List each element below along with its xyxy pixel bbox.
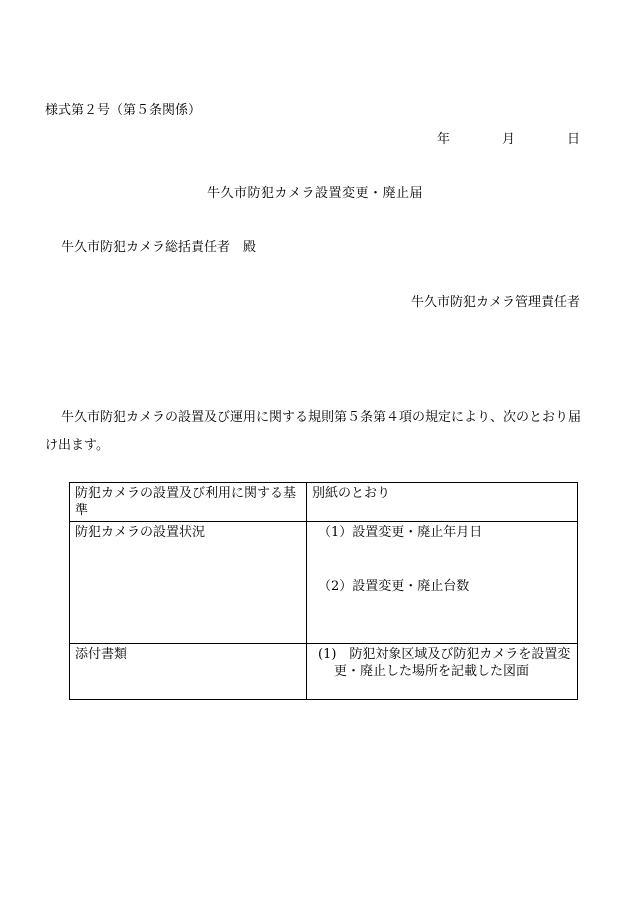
installation-status-value [307,522,578,644]
attachment-item: (1) 防犯対象区域及び防犯カメラを設置変更・廃止した場所を記載した図面 [318,647,571,679]
sender: 牛久市防犯カメラ管理責任者 [410,295,580,310]
document-title: 牛久市防犯カメラ設置変更・廃止届 [206,186,423,201]
form-number: 様式第２号（第５条関係） [45,103,202,118]
attachments-value [307,644,578,700]
body-text: 牛久市防犯カメラの設置及び運用に関する規則第５条第４項の規定により、次のとおり届け出ます。 [45,410,582,453]
attachments-label: 添付書類 [70,644,307,700]
table-row [70,644,578,700]
table-row [70,483,578,522]
date-month: 月 [501,132,515,147]
installation-status-label: 防犯カメラの設置状況 [70,522,307,644]
date-line [437,133,580,146]
change-count-item: （2）設置変更・廃止台数 [318,579,470,594]
criteria-label: 防犯カメラの設置及び利用に関する基準 [70,483,307,522]
info-table [69,482,578,700]
change-date-item: （1）設置変更・廃止年月日 [318,525,483,540]
table-row [70,522,578,644]
date-day: 日 [566,132,580,147]
criteria-value: 別紙のとおり [307,483,578,522]
date-year: 年 [436,132,450,147]
addressee: 牛久市防犯カメラ総括責任者 殿 [61,240,257,255]
